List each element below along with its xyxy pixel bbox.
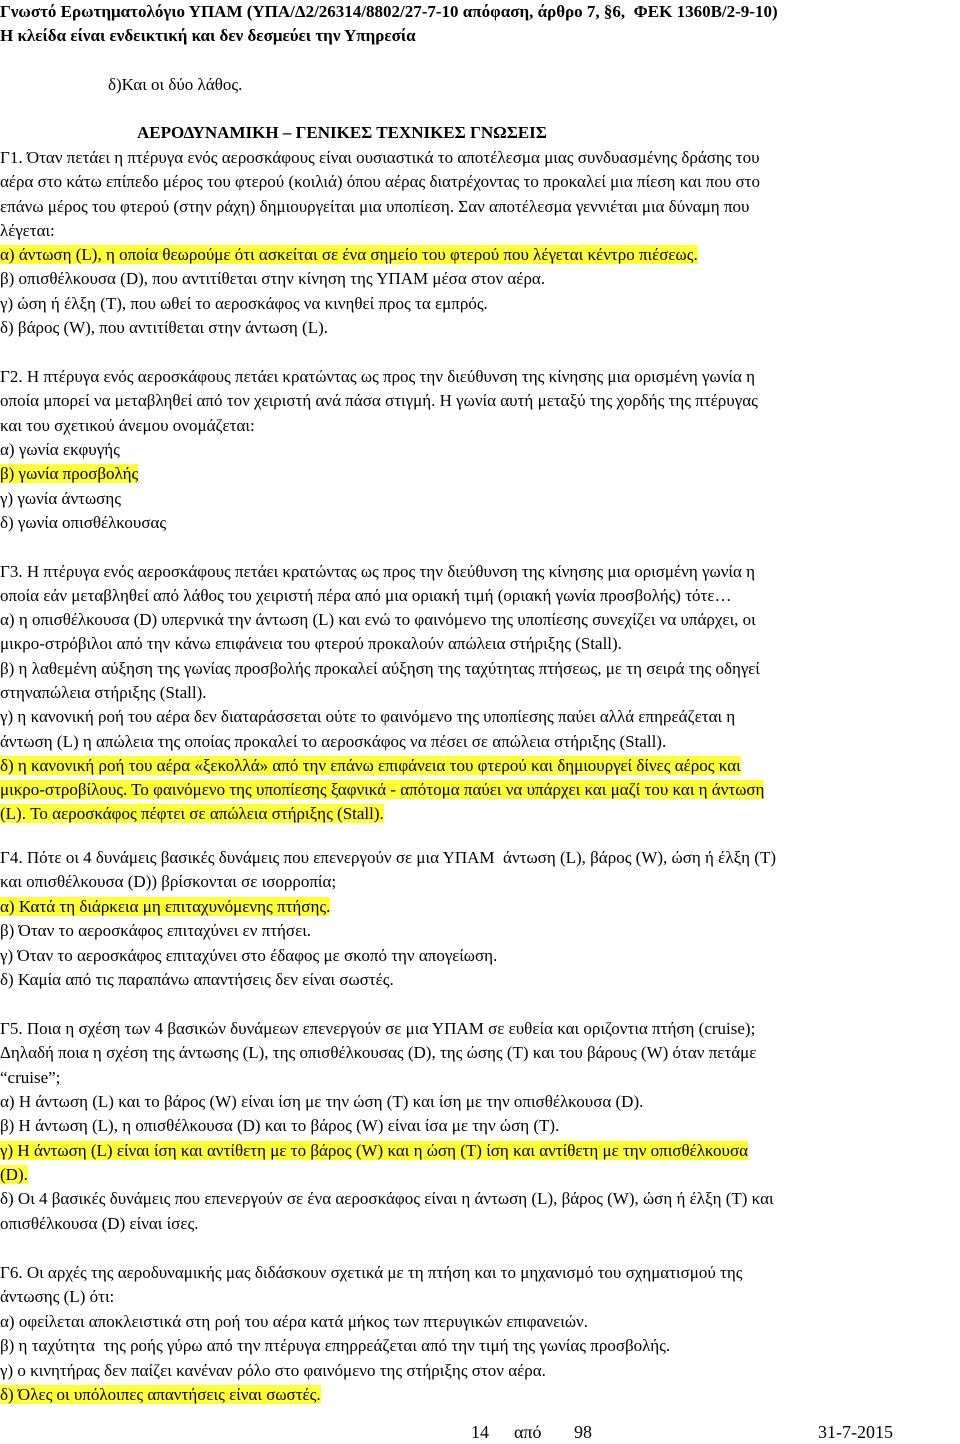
question-g5-stem-line: Δηλαδή ποια η σχέση της άντωσης (L), της οπισθέλκουσας (D), της ώσης (T) και του βάρους (W) όταν πετάμε <box>0 1043 757 1063</box>
option-text: β) Η άντωση (L), η οπισθέλκουσα (D) και το βάρος (W) είναι ίσα με την ώση (T). <box>0 1116 560 1136</box>
question-g3-option-1 <box>0 632 622 656</box>
question-g4-option-4 <box>0 968 394 992</box>
question-g1-stem-line: Γ1. Όταν πετάει η πτέρυγα ενός αεροσκάφους είναι ουσιαστικά το αποτέλεσμα μιας συνδυασμένης δράσης του <box>0 148 760 167</box>
footer-of-word: από <box>514 1422 542 1442</box>
question-g5-option-1 <box>0 1090 643 1114</box>
highlighted-answer-text: α) Κατά τη διάρκεια μη επιταχυνόμενης πτήσης. <box>0 897 331 916</box>
option-text: μικρο-στρόβιλοι από την κάνω επιφάνεια του φτερού προκαλούν απώλεια στήριξης (Stall). <box>0 634 622 654</box>
option-text: β) η ταχύτητα της ροής γύρω από την πτέρυγα επηρρεάζεται από την τιμή της γωνίας προσβολής. <box>0 1336 671 1356</box>
option-text: γ) Όταν το αεροσκάφος επιταχύνει στο έδαφος με σκοπό την απογείωση. <box>0 945 498 965</box>
question-g6-option-1 <box>0 1310 588 1334</box>
question-g4-stem-line: και οπισθέλκουσα (D)) βρίσκονται σε ισορροπία; <box>0 872 337 892</box>
question-g5-option-4 <box>0 1212 198 1236</box>
option-text: β) η λαθεμένη αύξηση της γωνίας προσβολής προκαλεί αύξηση της ταχύτητας πτήσεως, με τη σειρά της οδηγεί <box>0 658 760 678</box>
option-text: α) γωνία εκφυγής <box>0 440 120 459</box>
option-text: γ) ο κινητήρας δεν παίζει κανέναν ρόλο στο φαινόμενο της στήριξης στον αέρα. <box>0 1360 546 1380</box>
question-g4-option-3 <box>0 944 497 968</box>
option-text: α) η οπισθέλκουσα (D) υπερνικά την άντωση (L) και ενώ το φαινόμενο της υποπίεσης συνεχίζει να υπάρχει, οι <box>0 610 756 629</box>
question-g2-option-2-correct <box>0 462 138 486</box>
header-line-2: Η κλείδα είναι ενδεικτική και δεν δεσμεύει την Υπηρεσία <box>0 26 416 45</box>
highlighted-answer-text: γ) Η άντωση (L) είναι ίση και αντίθετη με το βάρος (W) και η ώση (T) ίση και αντίθετη με την οπισθέλκουσα <box>0 1140 749 1160</box>
highlighted-answer-text: α) άντωση (L), η οποία θεωρούμε ότι ασκείται σε ένα σημείο του φτερού που λέγεται κέντρο πιέσεως. <box>0 245 698 264</box>
highlighted-answer-text: (L). Το αεροσκάφος πέφτει σε απώλεια στήριξης (Stall). <box>0 804 384 824</box>
question-g5-stem-line: Γ5. Ποια η σχέση των 4 βασικών δυνάμεων επενεργούν σε μια ΥΠΑΜ σε ευθεία και οριζοντια πτήση (cruise); <box>0 1019 756 1038</box>
question-g3-option-2 <box>0 657 760 681</box>
question-g1-option-4 <box>0 316 328 340</box>
question-g6-option-3 <box>0 1359 546 1383</box>
option-text: δ) βάρος (W), που αντιτίθεται στην άντωση (L). <box>0 317 329 337</box>
question-g5-option-3-correct <box>0 1163 28 1187</box>
question-g1-stem-line: αέρα στο κάτω επίπεδο μέρος του φτερού (κοιλιά) όπου αέρας διατρέχοντας το προκαλεί μια πίεση και που στο <box>0 172 761 192</box>
question-g5-option-4 <box>0 1187 774 1211</box>
question-g3-option-1 <box>0 608 756 632</box>
option-text: β) Όταν το αεροσκάφος επιταχύνει εν πτήσει. <box>0 921 312 941</box>
option-text: α) οφείλεται αποκλειστικά στη ροή του αέρα κατά μήκος των πτερυγικών επιφανειών. <box>0 1312 588 1331</box>
option-text: γ) η κανονική ροή του αέρα δεν διαταράσσεται ούτε το φαινόμενο της υποπίεσης παύει αλλά επηρεάζεται η <box>0 707 736 727</box>
option-text: άντωση (L) η απώλεια της οποίας προκαλεί το αεροσκάφος να πέσει σε απώλεια στήριξης (Stall). <box>0 731 667 751</box>
highlighted-answer-text: δ) Όλες οι υπόλοιπες απαντήσεις είναι σωστές. <box>0 1384 321 1404</box>
question-g3-stem-line: οποία εάν μεταβληθεί από λάθος του χειριστή πέρα από μια οριακή τιμή (οριακή γωνία προσβολής) τότε… <box>0 586 732 606</box>
option-text: οπισθέλκουσα (D) είναι ίσες. <box>0 1213 199 1233</box>
question-g6-stem-line: άντωσης (L) ότι: <box>0 1287 115 1307</box>
question-g4-stem-line: Γ4. Πότε οι 4 δυνάμεις βασικές δυνάμεις που επενεργούν σε μια ΥΠΑΜ άντωση (L), βάρος (W), ώση ή έλξη (T) <box>0 848 776 867</box>
highlighted-answer-text: δ) η κανονική ροή του αέρα «ξεκολλά» από την επάνω επιφάνεια του φτερού και δημιουργεί δίνες αέρος και <box>0 755 741 775</box>
header-line-1: Γνωστό Ερωτηματολόγιο ΥΠΑΜ (ΥΠΑ/Δ2/26314/8802/27-7-10 απόφαση, άρθρο 7, §6, ΦΕΚ 1360Β/2-9-10) <box>0 2 778 21</box>
question-g3-option-3 <box>0 730 666 754</box>
question-g5-option-3-correct <box>0 1139 748 1163</box>
question-g3-option-3 <box>0 705 735 729</box>
question-g1-stem-line: επάνω μέρος του φτερού (στην ράχη) δημιουργείται μια υποπίεση. Σαν αποτέλεσμα γεννιέται μια δύναμη που <box>0 196 750 216</box>
question-g2-option-4 <box>0 511 166 535</box>
option-text: δ) γωνία οπισθέλκουσας <box>0 512 167 532</box>
question-g2-stem-line: οποία μπορεί να μεταβληθεί από τον χειριστή ανά πάσα στιγμή. Η γωνία αυτή μεταξύ της χορδής της πτέρυγας <box>0 391 758 411</box>
question-g1-stem-line: λέγεται: <box>0 220 55 240</box>
question-g2-option-3 <box>0 487 121 511</box>
question-g3-option-4-correct <box>0 778 764 802</box>
question-g2-stem-line: Γ2. Η πτέρυγα ενός αεροσκάφους πετάει κρατώντας ως προς την διεύθυνση της κίνησης μια ορισμένη γωνία η <box>0 367 755 386</box>
question-g1-option-1-correct <box>0 243 698 267</box>
footer-page-total: 98 <box>574 1422 592 1442</box>
question-g2-option-1 <box>0 438 120 462</box>
highlighted-answer-text: μικρο-στροβίλους. Το φαινόμενο της υποπίεσης ξαφνικά - απότομα παύει να υπάρχει και μαζί του και η άντωση <box>0 780 765 800</box>
question-g6-stem-line: Γ6. Οι αρχές της αεροδυναμικής μας διδάσκουν σχετικά με τη πτήση και το μηχανισμό του σχηματισμού της <box>0 1263 743 1282</box>
question-g3-option-4-correct <box>0 802 384 826</box>
question-g5-stem-line: “cruise”; <box>0 1067 61 1087</box>
highlighted-answer-text: β) γωνία προσβολής <box>0 464 139 484</box>
option-text: γ) γωνία άντωσης <box>0 488 121 508</box>
option-text: στηναπώλεια στήριξης (Stall). <box>0 682 207 702</box>
question-g1-option-2 <box>0 267 545 291</box>
option-text: γ) ώση ή έλξη (T), που ωθεί το αεροσκάφος να κινηθεί προς τα εμπρός. <box>0 293 488 313</box>
question-g4-option-1-correct <box>0 895 330 919</box>
option-text: β) οπισθέλκουσα (D), που αντιτίθεται στην κίνηση της ΥΠΑΜ μέσα στον αέρα. <box>0 269 546 289</box>
footer-date: 31-7-2015 <box>818 1422 893 1442</box>
question-g3-option-4-correct <box>0 754 741 778</box>
question-g3-option-2 <box>0 681 207 705</box>
footer-page-number: 14 <box>471 1422 489 1442</box>
highlighted-answer-text: (D). <box>0 1164 28 1184</box>
question-g2-stem-line: και του σχετικού άνεμου ονομάζεται: <box>0 415 255 435</box>
question-g1-option-3 <box>0 292 488 316</box>
question-g6-option-2 <box>0 1334 670 1358</box>
question-g4-option-2 <box>0 919 311 943</box>
option-text: δ) Καμία από τις παραπάνω απαντήσεις δεν είναι σωστές. <box>0 969 394 989</box>
question-g6-option-4-correct <box>0 1383 321 1407</box>
option-text: α) Η άντωση (L) και το βάρος (W) είναι ίση με την ώση (T) και ίση με την οπισθέλκουσα (D). <box>0 1092 644 1111</box>
section-title: ΑΕΡΟΔΥΝΑΜΙΚΗ – ΓΕΝΙΚΕΣ ΤΕΧΝΙΚΕΣ ΓΝΩΣΕΙΣ <box>137 123 547 142</box>
previous-answer: δ)Και οι δύο λάθος. <box>108 75 243 94</box>
question-g5-option-2 <box>0 1114 559 1138</box>
option-text: δ) Οι 4 βασικές δυνάμεις που επενεργούν σε ένα αεροσκάφος είναι η άντωση (L), βάρος (W), ώση ή έλξη (T) και <box>0 1189 774 1209</box>
question-g3-stem-line: Γ3. Η πτέρυγα ενός αεροσκάφους πετάει κρατώντας ως προς την διεύθυνση της κίνησης μια ορισμένη γωνία η <box>0 562 755 581</box>
